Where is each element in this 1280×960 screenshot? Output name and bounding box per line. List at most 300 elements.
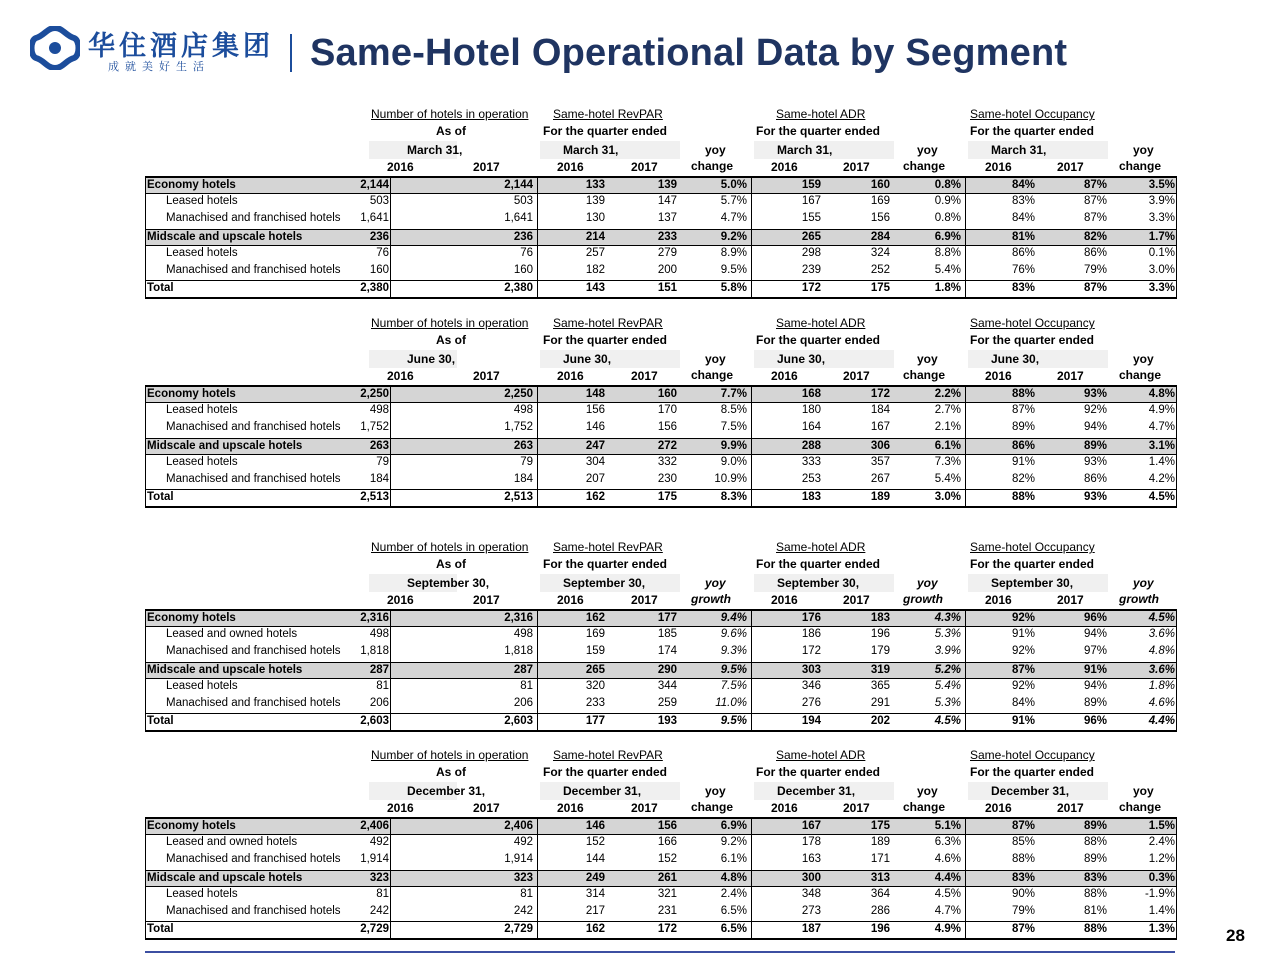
column-divider [537,644,538,661]
revpar-header: Same-hotel RevPAR [553,107,663,121]
year-label: 2017 [1057,369,1084,383]
column-divider [965,178,966,193]
table-row [145,627,1177,644]
cell-value: 4.4% [1148,715,1175,728]
year-label: 2017 [843,593,870,607]
revpar-header: Same-hotel RevPAR [553,748,663,762]
year-label: 2016 [387,369,414,383]
cell-value: 148 [585,388,605,400]
cell-value: 6.3% [934,836,961,849]
cell-value: 180 [801,404,821,417]
column-divider [537,263,538,280]
adr-header: Same-hotel ADR [776,316,866,330]
column-divider [390,455,391,472]
cell-value: 155 [801,212,821,225]
column-divider [390,230,391,245]
cell-value: 323 [369,871,389,884]
cell-value: 167 [801,195,821,208]
cell-value: 364 [870,887,890,900]
cell-value: 5.3% [934,628,961,641]
hotels-header: Number of hotels in operation [371,316,529,330]
cell-value: 286 [870,904,890,917]
cell-value: 84% [1011,212,1035,225]
year-label: 2016 [387,593,414,607]
column-divider [1176,420,1177,437]
column-divider [537,852,538,869]
column-divider [537,281,538,297]
cell-value: 185 [657,628,677,641]
cell-value: 156 [585,404,605,417]
cell-value: 89% [1083,820,1107,832]
cell-value: 313 [870,871,890,884]
column-divider [1176,644,1177,661]
column-divider [145,246,146,263]
row-label: Economy hotels [147,820,236,832]
as-of-label: As of [436,765,466,779]
period-hotels: December 31, [407,784,486,798]
cell-value: 498 [513,628,533,641]
cell-value: 492 [369,836,389,849]
column-divider [965,852,966,869]
cell-value: 5.4% [934,472,961,485]
cell-value: 169 [585,628,605,641]
row-label: Leased hotels [166,195,238,208]
column-divider [1176,679,1177,696]
cell-value: 88% [1011,491,1035,504]
cell-value: 230 [657,472,677,485]
cell-value: 83% [1011,871,1035,884]
column-divider [965,627,966,644]
table-row [145,246,1177,263]
table-row [145,835,1177,852]
column-divider [965,281,966,297]
data-table [145,537,1177,732]
cell-value: 306 [870,439,890,452]
column-divider [751,714,752,730]
row-label: Total [147,491,174,504]
change-label-occ: growth [1119,592,1159,606]
column-divider [751,281,752,297]
year-label: 2016 [985,801,1012,815]
column-divider [1176,611,1177,626]
column-divider [751,472,752,489]
cell-value: 3.0% [1148,263,1175,276]
cell-value: 92% [1011,612,1035,624]
cell-value: 87% [1083,282,1107,295]
cell-value: 156 [657,421,677,434]
cell-value: 156 [870,212,890,225]
cell-value: 323 [513,871,533,884]
quarter-label-revpar: For the quarter ended [543,333,668,347]
cell-value: 8.3% [720,491,747,504]
cell-value: 5.3% [934,696,961,709]
column-divider [751,455,752,472]
cell-value: 9.5% [720,263,747,276]
period-adr: December 31, [777,784,856,798]
cell-value: 84% [1011,179,1035,191]
cell-value: 498 [369,628,389,641]
year-label: 2016 [557,801,584,815]
cell-value: 9.2% [720,230,747,243]
cell-value: 333 [801,455,821,468]
cell-value: 2,380 [504,282,533,295]
column-divider [145,281,146,297]
cell-value: 87% [1011,923,1035,936]
cell-value: 0.9% [934,195,961,208]
segment-row [145,386,1177,403]
cell-value: 2,603 [504,715,533,728]
table-row [145,194,1177,211]
cell-value: 1.4% [1148,455,1175,468]
cell-value: 91% [1011,715,1035,728]
column-divider [751,887,752,904]
cell-value: 287 [369,663,389,676]
total-row [145,713,1177,731]
table-row [145,887,1177,904]
column-divider [1176,455,1177,472]
column-divider [145,211,146,228]
column-divider [965,922,966,938]
column-divider [390,644,391,661]
cell-value: 2.7% [934,404,961,417]
cell-value: 156 [657,820,677,832]
cell-value: 300 [801,871,821,884]
cell-value: 267 [870,472,890,485]
yoy-label-adr: yoy [917,352,938,366]
total-row [145,280,1177,298]
column-divider [390,211,391,228]
cell-value: 94% [1083,628,1107,641]
cell-value: 3.6% [1148,663,1175,676]
cell-value: 86% [1011,439,1035,452]
cell-value: 83% [1011,195,1035,208]
column-divider [390,263,391,280]
year-label: 2016 [387,801,414,815]
period-revpar: June 30, [563,352,612,366]
column-divider [390,403,391,420]
cell-value: 175 [657,491,677,504]
cell-value: 1,752 [504,421,533,434]
column-divider [145,819,146,834]
total-row [145,921,1177,939]
cell-value: 9.2% [720,836,747,849]
row-label: Manachised and franchised hotels [166,212,341,225]
cell-value: 498 [513,404,533,417]
column-divider [1176,246,1177,263]
column-divider [390,246,391,263]
period-revpar: December 31, [563,784,642,798]
cell-value: 88% [1011,388,1035,400]
cell-value: 177 [657,612,677,624]
column-divider [965,403,966,420]
change-label-occ: change [1119,800,1162,814]
cell-value: 242 [369,904,389,917]
cell-value: 5.0% [720,179,747,191]
cell-value: 503 [369,195,389,208]
cell-value: 5.1% [934,820,961,832]
cell-value: 182 [585,263,605,276]
column-divider [965,611,966,626]
cell-value: 172 [801,282,821,295]
quarter-label-revpar: For the quarter ended [543,124,668,138]
cell-value: 87% [1011,663,1035,676]
table-row [145,679,1177,696]
column-divider [537,472,538,489]
cell-value: 2,316 [504,612,533,624]
cell-value: 8.5% [720,404,747,417]
row-label: Midscale and upscale hotels [147,663,303,676]
cell-value: 137 [657,212,677,225]
as-of-label: As of [436,333,466,347]
column-divider [751,246,752,263]
quarter-label-revpar: For the quarter ended [543,557,668,571]
segment-row [145,870,1177,887]
cell-value: 261 [657,871,677,884]
cell-value: 83% [1083,871,1107,884]
cell-value: 279 [657,246,677,259]
cell-value: 92% [1083,404,1107,417]
column-divider [145,611,146,626]
cell-value: 0.1% [1148,246,1175,259]
cell-value: 4.8% [1148,645,1175,658]
yoy-label-adr: yoy [917,576,938,590]
cell-value: 85% [1011,836,1035,849]
column-divider [537,922,538,938]
cell-value: 6.1% [934,439,961,452]
year-label: 2017 [1057,801,1084,815]
column-divider [1176,490,1177,506]
period-adr: March 31, [777,143,833,157]
column-divider [390,194,391,211]
data-table [145,104,1177,299]
year-label: 2017 [1057,160,1084,174]
year-label: 2016 [985,593,1012,607]
quarter-label-occ: For the quarter ended [970,124,1095,138]
cell-value: 139 [585,195,605,208]
cell-value: 2.1% [934,421,961,434]
cell-value: 6.1% [720,853,747,866]
cell-value: 89% [1083,439,1107,452]
year-label: 2017 [473,369,500,383]
cell-value: 86% [1083,472,1107,485]
total-row [145,489,1177,507]
column-divider [390,679,391,696]
year-label: 2016 [985,369,1012,383]
cell-value: 84% [1011,696,1035,709]
row-label: Economy hotels [147,388,236,400]
column-divider [537,178,538,193]
cell-value: 160 [657,388,677,400]
cell-value: 11.0% [715,696,747,709]
cell-value: 290 [657,663,677,676]
cell-value: 206 [369,696,389,709]
quarter-label-occ: For the quarter ended [970,557,1095,571]
column-divider [751,852,752,869]
column-divider [1176,852,1177,869]
period-hotels: September 30, [407,576,490,590]
column-divider [390,178,391,193]
column-divider [965,439,966,454]
column-divider [965,420,966,437]
table-row [145,852,1177,869]
cell-value: 76 [376,246,389,259]
cell-value: 178 [801,836,821,849]
cell-value: 0.8% [934,212,961,225]
cell-value: 332 [657,455,677,468]
row-label: Midscale and upscale hotels [147,439,303,452]
column-divider [965,490,966,506]
column-divider [965,455,966,472]
column-divider [145,852,146,869]
period-hotels: March 31, [407,143,463,157]
cell-value: 6.5% [720,904,747,917]
column-divider [965,472,966,489]
cell-value: 257 [585,246,605,259]
adr-header: Same-hotel ADR [776,540,866,554]
column-divider [390,439,391,454]
period-occ: December 31, [991,784,1070,798]
change-label-adr: change [903,800,946,814]
column-divider [751,263,752,280]
row-label: Total [147,715,174,728]
cell-value: 9.9% [720,439,747,452]
table-body [145,385,1177,508]
cell-value: 82% [1083,230,1107,243]
column-divider [145,263,146,280]
column-divider [145,420,146,437]
column-divider [145,871,146,886]
quarter-label-adr: For the quarter ended [756,557,881,571]
column-divider [751,835,752,852]
cell-value: 5.8% [720,282,747,295]
cell-value: 324 [870,246,890,259]
column-divider [751,439,752,454]
row-label: Total [147,282,174,295]
year-label: 2016 [557,593,584,607]
column-divider [390,887,391,904]
cell-value: 79 [376,455,389,468]
cell-value: 193 [657,715,677,728]
cell-value: 2,250 [360,388,389,400]
cell-value: 4.2% [1148,472,1175,485]
year-label: 2017 [631,369,658,383]
row-label: Midscale and upscale hotels [147,871,303,884]
cell-value: 169 [870,195,890,208]
column-divider [1176,663,1177,678]
cell-value: 3.9% [934,645,961,658]
change-label-revpar: change [691,368,734,382]
column-divider [390,281,391,297]
hotels-header: Number of hotels in operation [371,540,529,554]
column-divider [390,835,391,852]
cell-value: 170 [657,404,677,417]
column-divider [1176,904,1177,921]
cell-value: 498 [369,404,389,417]
column-divider [1176,472,1177,489]
cell-value: 0.8% [934,179,961,191]
year-label: 2016 [771,369,798,383]
cell-value: 214 [585,230,605,243]
segment-row [145,438,1177,455]
table-header [145,104,1177,176]
cell-value: 304 [585,455,605,468]
cell-value: 83% [1011,282,1035,295]
row-label: Leased hotels [166,679,238,692]
period-revpar: March 31, [563,143,619,157]
cell-value: 196 [870,923,890,936]
cell-value: 265 [585,663,605,676]
cell-value: 9.0% [720,455,747,468]
yoy-label-adr: yoy [917,784,938,798]
column-divider [145,387,146,402]
row-label: Midscale and upscale hotels [147,230,303,243]
quarter-label-revpar: For the quarter ended [543,765,668,779]
adr-header: Same-hotel ADR [776,107,866,121]
cell-value: 265 [801,230,821,243]
table-row [145,263,1177,280]
cell-value: 184 [369,472,389,485]
cell-value: 159 [801,179,821,191]
cell-value: 1,914 [504,853,533,866]
cell-value: 7.3% [934,455,961,468]
cell-value: 93% [1083,491,1107,504]
cell-value: 1.8% [1148,679,1175,692]
column-divider [145,455,146,472]
column-divider [537,663,538,678]
cell-value: 171 [870,853,890,866]
column-divider [1176,627,1177,644]
cell-value: 86% [1011,246,1035,259]
cell-value: 184 [870,404,890,417]
cell-value: 81 [376,679,389,692]
cell-value: 253 [801,472,821,485]
cell-value: 6.9% [934,230,961,243]
cell-value: 5.4% [934,679,961,692]
column-divider [145,439,146,454]
page-number: 28 [1226,926,1245,945]
row-label: Manachised and franchised hotels [166,696,341,709]
cell-value: 4.3% [934,612,961,624]
yoy-label-revpar: yoy [705,784,726,798]
segment-row [145,662,1177,679]
cell-value: 162 [585,612,605,624]
year-label: 2017 [473,593,500,607]
cell-value: 291 [870,696,890,709]
cell-value: 357 [870,455,890,468]
cell-value: 139 [657,179,677,191]
cell-value: 3.3% [1148,282,1175,295]
cell-value: 96% [1083,715,1107,728]
period-adr: September 30, [777,576,860,590]
year-label: 2016 [771,160,798,174]
cell-value: 239 [801,263,821,276]
cell-value: 88% [1083,887,1107,900]
cell-value: 6.5% [720,923,747,936]
cell-value: 3.9% [1148,195,1175,208]
column-divider [965,835,966,852]
period-adr: June 30, [777,352,826,366]
cell-value: 206 [513,696,533,709]
cell-value: 7.5% [720,421,747,434]
yoy-label-revpar: yoy [705,352,726,366]
table-row [145,211,1177,228]
cell-value: 2,380 [360,282,389,295]
cell-value: 247 [585,439,605,452]
quarter-label-adr: For the quarter ended [756,765,881,779]
cell-value: 81 [520,887,533,900]
column-divider [751,420,752,437]
cell-value: 4.6% [934,853,961,866]
